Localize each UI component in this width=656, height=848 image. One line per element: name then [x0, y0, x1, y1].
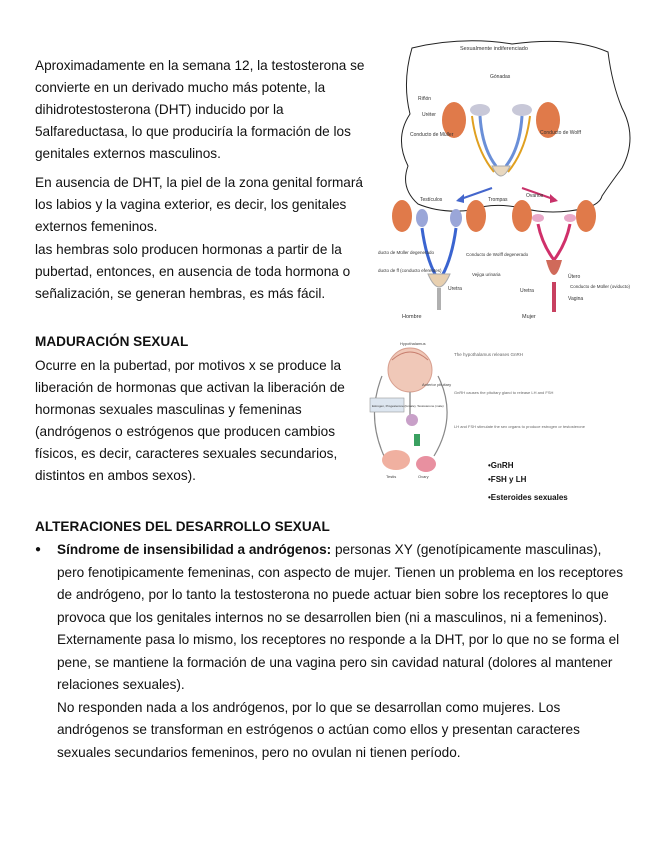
hormonal-axis-diagram	[362, 336, 602, 506]
bullet-gnrh: •GnRH	[488, 461, 514, 470]
label-gnrh-causes: GnRH causes the pituitary gland to release LH and FSH	[454, 390, 554, 395]
pituitary-gland	[406, 414, 418, 426]
label-gonadas: Gónadas	[490, 74, 511, 80]
label-muller: Conducto de Müller	[410, 132, 454, 138]
label-uretra-f: Uretra	[520, 288, 534, 294]
testis-left	[416, 209, 428, 227]
label-testiculos: Testículos	[420, 197, 443, 203]
gonad-right-top	[512, 104, 532, 116]
label-rinon: Riñón	[418, 96, 432, 102]
bullet-title: Síndrome de insensibilidad a andrógenos:	[57, 542, 332, 557]
maduracion-paragraph: Ocurre en la pubertad, por motivos x se produce la liberación de hormonas que activan la liberación de hormonas sexuales masculinas y femeninas (andrógenos o estrógenos que producen cambios físicos, es decir, caracteres sexuales secundarios, distintos en ambos sexos).	[35, 358, 345, 483]
label-utero: Útero	[568, 274, 581, 280]
label-ovary: Ovary	[418, 474, 429, 479]
label-ovarios: Ovarios	[526, 193, 544, 199]
label-muller-left: ducto de Müller degenerado	[378, 250, 435, 255]
label-hombre: Hombre	[402, 314, 422, 320]
kidney-left-female	[512, 200, 532, 232]
kidney-right-male	[466, 200, 486, 232]
intro-paragraph-no-dht: En ausencia de DHT, la piel de la zona genital formará los labios y la vagina exterior, es decir, los genitales externos femeninos.	[35, 175, 363, 234]
label-mujer: Mujer	[522, 314, 536, 320]
alteraciones-list	[35, 539, 625, 764]
label-vejiga: Vejiga urinaria	[472, 272, 501, 277]
gonad-left-top	[470, 104, 490, 116]
label-releases: The hypothalamus releases GnRH	[454, 352, 524, 357]
label-vagina: Vagina	[568, 296, 584, 302]
ovary-left	[532, 214, 544, 222]
bullet-esteroides: •Esteroides sexuales	[488, 493, 568, 502]
bullet-text: personas XY (genotípicamente masculinas), pero fenotipicamente femeninas, con aspecto de mujer. Tienen un problema en los receptores de andrógeno, por lo tanto la testosterona no puede actuar bien sobre los receptores lo que provoca que los genitales internos no se desarrollen bien (ni a masculinos, ni a femeninos). Externamente pasa lo mismo, los receptores no responde a la DHT, por lo que no se forma el pene, se mantiene la formación de una vagina pero sin cavidad natural (dolores al mantener relaciones sexuales).	[57, 542, 623, 692]
label-wolff: Conducto de Wolff	[540, 130, 581, 136]
heading-alteraciones: ALTERACIONES DEL DESARROLLO SEXUAL	[35, 519, 330, 534]
heading-maduracion: MADURACIÓN SEXUAL	[35, 334, 189, 349]
bullet-text-2: No responden nada a los andrógenos, por lo que se desarrollan como mujeres. Los andrógenos se transforman en estrógenos o actúan como ellos y presentan caracteres sexuales secundarios femeninos, pero no ovulan ni tienen período.	[57, 699, 580, 760]
bullet-fsh-lh: •FSH y LH	[488, 475, 527, 484]
label-muller-ovi: Conducto de Müller (oviducto)	[570, 284, 631, 289]
intro-paragraph-dht: Aproximadamente en la semana 12, la testosterona se convierte en un derivado mucho más potente, la dihidrotestosterona (DHT) inducido por la 5alfareductasa, lo que produciría la formación de los genitales externos masculinos.	[35, 58, 365, 161]
label-wolff-left: ducto de ff (conducto eferentes)	[378, 268, 442, 273]
list-item	[35, 539, 625, 764]
ovary-icon	[416, 456, 436, 472]
label-indiferenciado: Sexualmente indiferenciado	[460, 46, 528, 52]
label-estrogen: Estrogen, Progesterone (female), Testosterone (male)	[372, 404, 444, 408]
intro-paragraph-hembras: las hembras solo producen hormonas a partir de la pubertad, entonces, en ausencia de toda hormona o señalización, se generan hembras, es más fácil.	[35, 242, 351, 301]
green-bottle	[414, 434, 420, 446]
testis-icon	[382, 450, 410, 470]
sexual-differentiation-diagram	[372, 38, 644, 326]
label-lh-fsh: LH and FSH stimulate the sex organs to produce estrogen or testosterone	[454, 424, 585, 429]
testis-right	[450, 209, 462, 227]
kidney-left-male	[392, 200, 412, 232]
label-hypothalamus: Hypothalamus	[400, 341, 426, 346]
kidney-right-female	[576, 200, 596, 232]
label-testis: Testis	[386, 474, 397, 479]
label-uretra-m: Uretra	[448, 286, 462, 292]
label-wolff-deg: Conducto de Wolff degenerado	[466, 252, 529, 257]
label-ureter: Uréter	[422, 112, 436, 118]
label-trompas: Trompas	[488, 197, 508, 203]
label-anterior: Anterior pituitary	[422, 382, 452, 387]
ovary-right	[564, 214, 576, 222]
